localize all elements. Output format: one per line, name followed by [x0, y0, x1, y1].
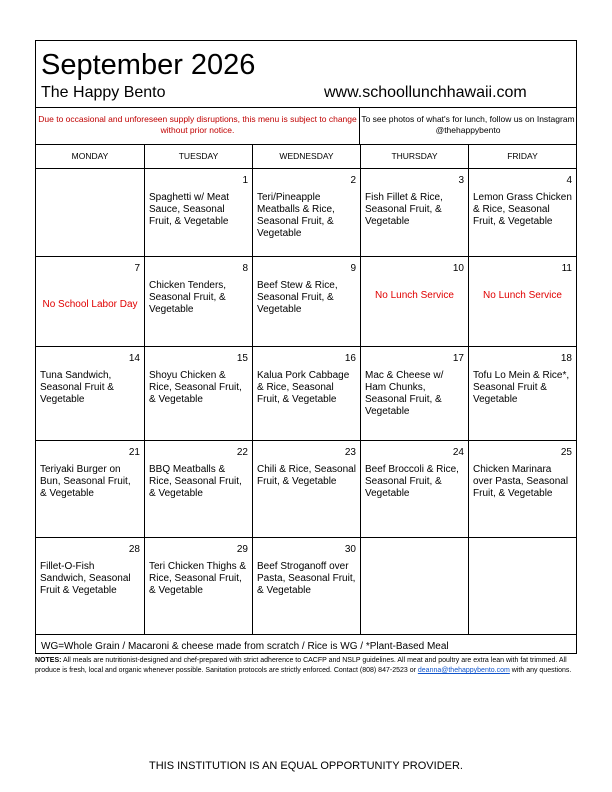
day-cell: [253, 441, 361, 537]
day-number: 3: [458, 175, 464, 186]
meal-text: Fish Fillet & Rice, Seasonal Fruit, & Vegetable: [365, 192, 443, 227]
week-row: [36, 441, 576, 538]
day-number: 23: [344, 447, 356, 458]
meal-text: No Lunch Service: [375, 290, 454, 301]
day-number: 18: [560, 353, 572, 364]
meal-text: BBQ Meatballs & Rice, Seasonal Fruit, & Vegetable: [149, 464, 242, 499]
meal-text: No Lunch Service: [483, 290, 562, 301]
menu-header: [36, 41, 576, 108]
day-cell: [36, 347, 145, 440]
day-header-tuesday: TUESDAY: [145, 145, 253, 168]
day-number: 24: [452, 447, 464, 458]
day-number: 1: [242, 175, 248, 186]
day-cell: [361, 257, 469, 346]
meal-text: Chicken Marinara over Pasta, Seasonal Fruit, & Vegetable: [473, 464, 569, 499]
day-number: 25: [560, 447, 572, 458]
day-number: 22: [236, 447, 248, 458]
notes-tail: with any questions.: [509, 667, 572, 674]
day-cell: [361, 347, 469, 440]
day-cell: [469, 347, 576, 440]
meal-text: No School Labor Day: [42, 299, 138, 310]
day-cell: [145, 347, 253, 440]
meal-text: Mac & Cheese w/ Ham Chunks, Seasonal Fruit, & Vegetable: [365, 370, 444, 417]
notes-label: NOTES:: [35, 657, 62, 664]
meal-text: Teri/Pineapple Meatballs & Rice, Seasonal Fruit, & Vegetable: [257, 192, 335, 239]
notice-row: [36, 108, 576, 145]
day-cell: [469, 441, 576, 537]
day-number: 4: [566, 175, 572, 186]
day-cell: [253, 257, 361, 346]
day-number: 17: [452, 353, 464, 364]
meal-text: Teriyaki Burger on Bun, Seasonal Fruit, & Vegetable: [40, 464, 131, 499]
day-cell: [145, 257, 253, 346]
day-number: 7: [134, 263, 140, 274]
day-number: 15: [236, 353, 248, 364]
day-number: 8: [242, 263, 248, 274]
day-cell: [145, 441, 253, 537]
day-header-monday: MONDAY: [36, 145, 145, 168]
day-cell: [36, 441, 145, 537]
instagram-note: To see photos of what's for lunch, follow us on Instagram @thehappybento: [361, 114, 575, 135]
day-number: 14: [128, 353, 140, 364]
meal-text: Chicken Tenders, Seasonal Fruit, & Vegetable: [149, 280, 227, 315]
week-row: [36, 538, 576, 635]
day-cell: [36, 257, 145, 346]
equal-opportunity-statement: THIS INSTITUTION IS AN EQUAL OPPORTUNITY PROVIDER.: [149, 760, 463, 772]
day-cell: [253, 169, 361, 256]
week-row: [36, 169, 576, 257]
meal-text: Fillet-O-Fish Sandwich, Seasonal Fruit & Vegetable: [40, 561, 131, 596]
meal-text: Shoyu Chicken & Rice, Seasonal Fruit, & Vegetable: [149, 370, 242, 405]
meal-text: Chili & Rice, Seasonal Fruit, & Vegetable: [257, 464, 356, 487]
contact-email-link[interactable]: deanna@thehappybento.com: [417, 667, 510, 674]
meal-text: Beef Stroganoff over Pasta, Seasonal Fruit, & Vegetable: [257, 561, 356, 596]
brand-name: The Happy Bento: [41, 84, 166, 101]
notes-text: All meals are nutritionist-designed and chef-prepared with strict adherence to CACFP and NSLP guidelines. All meat and poultry are extra lean with fat trimmed. All produce is fresh, local and organic whenever possible. Sanitation protocols are strictly enforced. Contact (808) 847-2523 or: [35, 657, 567, 674]
meal-text: Tuna Sandwich, Seasonal Fruit & Vegetable: [40, 370, 114, 405]
meal-text: Spaghetti w/ Meat Sauce, Seasonal Fruit, & Vegetable: [149, 192, 230, 227]
day-cell: [36, 169, 145, 256]
page-title: September 2026: [41, 49, 256, 81]
day-number: 28: [128, 544, 140, 555]
day-cell: [253, 538, 361, 634]
meal-text: Tofu Lo Mein & Rice*, Seasonal Fruit & Vegetable: [473, 370, 570, 405]
menu-sheet: [35, 40, 577, 654]
day-number: 11: [561, 263, 572, 274]
day-number: 10: [452, 263, 464, 274]
day-header-friday: FRIDAY: [507, 151, 538, 161]
day-number: 9: [350, 263, 356, 274]
week-row: [36, 257, 576, 347]
day-number: 2: [350, 175, 356, 186]
day-number: 21: [128, 447, 140, 458]
meal-text: Beef Stew & Rice, Seasonal Fruit, & Vegetable: [257, 280, 338, 315]
day-cell: [361, 538, 469, 634]
menu-legend: WG=Whole Grain / Macaroni & cheese made from scratch / Rice is WG / *Plant-Based Meal: [41, 641, 449, 652]
notes-footnote: [35, 656, 580, 676]
day-cell: [469, 257, 576, 346]
day-cell: [253, 347, 361, 440]
day-number: 29: [236, 544, 248, 555]
day-cell: [469, 538, 576, 634]
day-number: 16: [344, 353, 356, 364]
day-header-wednesday: WEDNESDAY: [253, 145, 361, 168]
meal-text: Kalua Pork Cabbage & Rice, Seasonal Fruit, & Vegetable: [257, 370, 350, 405]
day-cell: [36, 538, 145, 634]
meal-text: Beef Broccoli & Rice, Seasonal Fruit, & Vegetable: [365, 464, 459, 499]
supply-notice: Due to occasional and unforeseen supply disruptions, this menu is subject to change without prior notice.: [36, 108, 360, 144]
meal-text: Teri Chicken Thighs & Rice, Seasonal Fruit, & Vegetable: [149, 561, 247, 596]
day-cell: [469, 169, 576, 256]
website-text: www.schoollunchhawaii.com: [324, 84, 527, 101]
day-cell: [145, 169, 253, 256]
day-cell: [145, 538, 253, 634]
weekday-header: [36, 145, 576, 169]
day-number: 30: [344, 544, 356, 555]
calendar-grid: [36, 169, 576, 635]
day-cell: [361, 441, 469, 537]
meal-text: Lemon Grass Chicken & Rice, Seasonal Fruit, & Vegetable: [473, 192, 572, 227]
day-cell: [361, 169, 469, 256]
week-row: [36, 347, 576, 441]
day-header-thursday: THURSDAY: [361, 145, 469, 168]
